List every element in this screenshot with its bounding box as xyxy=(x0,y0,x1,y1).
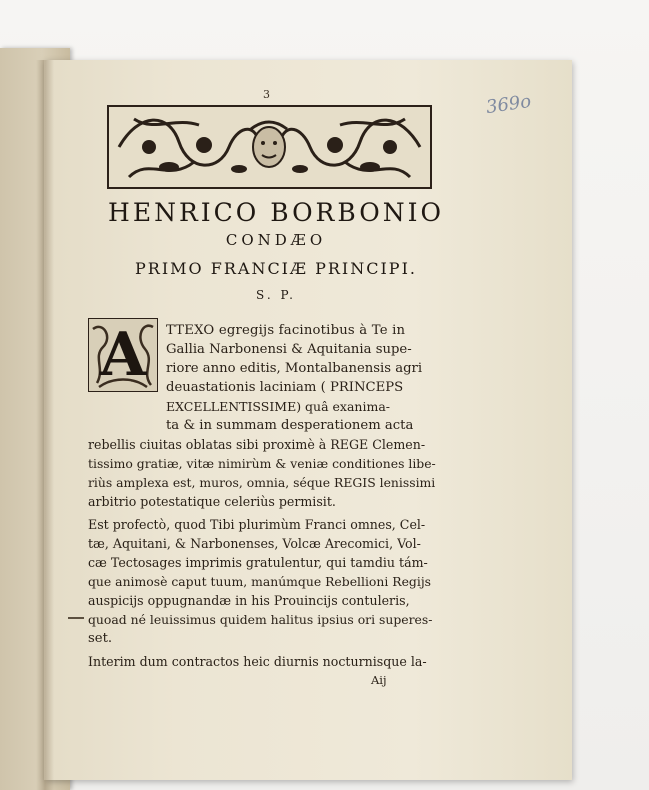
body-line: set. xyxy=(88,631,113,646)
body-line: arbitrio potestatique celeriùs permisit. xyxy=(88,494,336,509)
body-line: Gallia Narbonensi & Aquitania supe- xyxy=(166,342,412,357)
body-line: EXCELLENTISSIME) quâ exanima- xyxy=(166,399,391,414)
ornamental-headpiece xyxy=(107,105,432,189)
decorated-initial xyxy=(88,318,158,392)
title-line-4: S. P. xyxy=(256,288,296,302)
body-line: rebellis ciuitas oblatas sibi proximè à REGE Clemen- xyxy=(88,437,426,452)
body-line: auspicijs oppugnandæ in his Prouincijs contuleris, xyxy=(88,593,410,608)
body-line: Est profectò, quod Tibi plurimùm Franci omnes, Cel- xyxy=(88,517,426,532)
body-line: tæ, Aquitani, & Narbonenses, Volcæ Arecomici, Vol- xyxy=(88,536,421,551)
title-line-3: PRIMO FRANCIÆ PRINCIPI. xyxy=(135,259,417,278)
body-line: Interim dum contractos heic diurnis nocturnisque la- xyxy=(88,654,427,669)
title-line-2: CONDÆO xyxy=(225,231,327,249)
body-line: tissimo gratiæ, vitæ nimirùm & veniæ conditiones libe- xyxy=(88,456,436,471)
body-line: riùs amplexa est, muros, omnia, séque REGIS lenissimi xyxy=(88,475,436,490)
body-line: deuastationis laciniam ( PRINCEPS xyxy=(166,380,404,395)
handwritten-annotation: 369o xyxy=(484,90,533,119)
body-line: cæ Tectosages imprimis gratulentur, qui tamdiu tám- xyxy=(88,555,428,570)
page-number: 3 xyxy=(263,88,270,101)
body-line: riore anno editis, Montalbanensis agri xyxy=(166,361,423,376)
body-line: ta & in summam desperationem acta xyxy=(166,418,414,433)
margin-mark xyxy=(68,617,84,619)
spine-shadow xyxy=(36,60,54,790)
body-line: quoad né leuissimus quidem halitus ipsius ori superes- xyxy=(88,612,433,627)
initial-letter: A xyxy=(99,320,147,390)
body-line: que animosè caput tuum, manúmque Rebellioni Regijs xyxy=(88,574,432,589)
title-line-1: HENRICO BORBONIO xyxy=(108,198,444,227)
body-line: TTEXO egregijs facinotibus à Te in xyxy=(166,323,406,338)
signature-mark: Aij xyxy=(371,673,387,687)
